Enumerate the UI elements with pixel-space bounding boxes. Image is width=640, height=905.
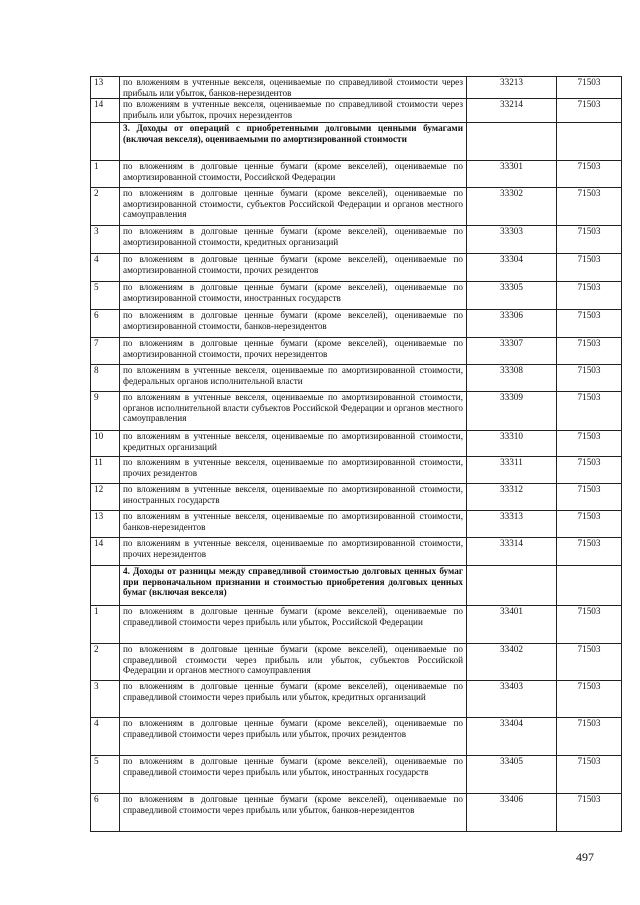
symbol-code: 71503 xyxy=(557,161,622,188)
table-row xyxy=(91,606,622,644)
account-code: 33306 xyxy=(467,310,557,338)
symbol-code: 71503 xyxy=(557,457,622,484)
row-number: 6 xyxy=(91,310,120,338)
table-row xyxy=(91,282,622,310)
row-description: по вложениям в учтенные векселя, оцениваемые по амортизированной стоимости, иностранных государств xyxy=(120,484,467,511)
account-code: 33311 xyxy=(467,457,557,484)
row-description: по вложениям в долговые ценные бумаги (кроме векселей), оцениваемые по справедливой стоимости через прибыль или убыток, Российской Федерации xyxy=(120,606,467,644)
row-description: по вложениям в учтенные векселя, оцениваемые по справедливой стоимости через прибыль или убыток, банков-нерезидентов xyxy=(120,77,467,99)
table-row xyxy=(91,644,622,681)
accounts-table-body xyxy=(91,77,622,832)
table-row xyxy=(91,338,622,365)
symbol-code xyxy=(557,123,622,161)
account-code: 33307 xyxy=(467,338,557,365)
account-code: 33401 xyxy=(467,606,557,644)
row-description: 4. Доходы от разницы между справедливой стоимостью долговых ценных бумаг при первоначальном признании и стоимостью приобретения долговых ценных бумаг (включая векселя) xyxy=(120,566,467,606)
symbol-code: 71503 xyxy=(557,484,622,511)
table-row xyxy=(91,457,622,484)
table-row xyxy=(91,99,622,123)
row-description: по вложениям в учтенные векселя, оцениваемые по амортизированной стоимости, федеральных органов исполнительной власти xyxy=(120,365,467,392)
symbol-code: 71503 xyxy=(557,188,622,226)
row-number: 5 xyxy=(91,282,120,310)
row-description: 3. Доходы от операций с приобретенными долговыми ценными бумагами (включая векселя), оцениваемыми по амортизированной стоимости xyxy=(120,123,467,161)
table-row xyxy=(91,161,622,188)
account-code: 33214 xyxy=(467,99,557,123)
symbol-code: 71503 xyxy=(557,77,622,99)
row-number: 13 xyxy=(91,511,120,538)
row-number: 3 xyxy=(91,681,120,718)
row-description: по вложениям в долговые ценные бумаги (кроме векселей), оцениваемые по справедливой стоимости через прибыль или убыток, банков-нерезидентов xyxy=(120,794,467,832)
account-code: 33403 xyxy=(467,681,557,718)
symbol-code: 71503 xyxy=(557,794,622,832)
page-number: 497 xyxy=(576,850,594,864)
row-description: по вложениям в учтенные векселя, оцениваемые по амортизированной стоимости, прочих резидентов xyxy=(120,457,467,484)
account-code xyxy=(467,566,557,606)
row-description: по вложениям в учтенные векселя, оцениваемые по амортизированной стоимости, банков-нерезидентов xyxy=(120,511,467,538)
account-code: 33303 xyxy=(467,226,557,254)
symbol-code: 71503 xyxy=(557,718,622,756)
table-row xyxy=(91,431,622,457)
row-description: по вложениям в долговые ценные бумаги (кроме векселей), оцениваемые по амортизированной стоимости, иностранных государств xyxy=(120,282,467,310)
account-code: 33313 xyxy=(467,511,557,538)
table-row xyxy=(91,77,622,99)
account-code: 33404 xyxy=(467,718,557,756)
row-number: 1 xyxy=(91,606,120,644)
row-description: по вложениям в долговые ценные бумаги (кроме векселей), оцениваемые по амортизированной стоимости, Российской Федерации xyxy=(120,161,467,188)
account-code: 33312 xyxy=(467,484,557,511)
symbol-code: 71503 xyxy=(557,681,622,718)
table-row xyxy=(91,718,622,756)
symbol-code: 71503 xyxy=(557,338,622,365)
table-row xyxy=(91,226,622,254)
row-description: по вложениям в учтенные векселя, оцениваемые по амортизированной стоимости, органов исполнительной власти субъектов Российской Федерации и органов местного самоуправления xyxy=(120,392,467,431)
account-code: 33305 xyxy=(467,282,557,310)
row-description: по вложениям в долговые ценные бумаги (кроме векселей), оцениваемые по справедливой стоимости через прибыль или убыток, кредитных организаций xyxy=(120,681,467,718)
row-description: по вложениям в учтенные векселя, оцениваемые по справедливой стоимости через прибыль или убыток, прочих нерезидентов xyxy=(120,99,467,123)
accounts-table xyxy=(90,76,622,832)
account-code: 33405 xyxy=(467,756,557,794)
section-header-row xyxy=(91,566,622,606)
row-number: 14 xyxy=(91,538,120,566)
symbol-code: 71503 xyxy=(557,511,622,538)
row-number: 7 xyxy=(91,338,120,365)
row-number xyxy=(91,566,120,606)
symbol-code: 71503 xyxy=(557,431,622,457)
row-number: 1 xyxy=(91,161,120,188)
symbol-code: 71503 xyxy=(557,392,622,431)
symbol-code: 71503 xyxy=(557,365,622,392)
row-description: по вложениям в учтенные векселя, оцениваемые по амортизированной стоимости, прочих нерезидентов xyxy=(120,538,467,566)
symbol-code: 71503 xyxy=(557,282,622,310)
symbol-code: 71503 xyxy=(557,644,622,681)
row-description: по вложениям в долговые ценные бумаги (кроме векселей), оцениваемые по амортизированной стоимости, прочих резидентов xyxy=(120,254,467,282)
row-number: 2 xyxy=(91,188,120,226)
row-description: по вложениям в учтенные векселя, оцениваемые по амортизированной стоимости, кредитных организаций xyxy=(120,431,467,457)
symbol-code: 71503 xyxy=(557,606,622,644)
table-row xyxy=(91,254,622,282)
table-row xyxy=(91,756,622,794)
table-row xyxy=(91,484,622,511)
table-row xyxy=(91,392,622,431)
table-row xyxy=(91,538,622,566)
row-number xyxy=(91,123,120,161)
symbol-code: 71503 xyxy=(557,310,622,338)
table-row xyxy=(91,681,622,718)
row-number: 14 xyxy=(91,99,120,123)
account-code: 33302 xyxy=(467,188,557,226)
row-number: 3 xyxy=(91,226,120,254)
symbol-code: 71503 xyxy=(557,756,622,794)
row-number: 4 xyxy=(91,718,120,756)
symbol-code: 71503 xyxy=(557,254,622,282)
row-description: по вложениям в долговые ценные бумаги (кроме векселей), оцениваемые по амортизированной стоимости, банков-нерезидентов xyxy=(120,310,467,338)
row-number: 2 xyxy=(91,644,120,681)
table-row xyxy=(91,511,622,538)
row-number: 6 xyxy=(91,794,120,832)
row-number: 4 xyxy=(91,254,120,282)
symbol-code xyxy=(557,566,622,606)
row-number: 5 xyxy=(91,756,120,794)
account-code: 33402 xyxy=(467,644,557,681)
row-number: 13 xyxy=(91,77,120,99)
account-code: 33213 xyxy=(467,77,557,99)
row-description: по вложениям в долговые ценные бумаги (кроме векселей), оцениваемые по амортизированной стоимости, кредитных организаций xyxy=(120,226,467,254)
table-row xyxy=(91,365,622,392)
account-code: 33314 xyxy=(467,538,557,566)
table-row xyxy=(91,794,622,832)
table-row xyxy=(91,188,622,226)
symbol-code: 71503 xyxy=(557,538,622,566)
account-code: 33304 xyxy=(467,254,557,282)
account-code: 33310 xyxy=(467,431,557,457)
account-code: 33309 xyxy=(467,392,557,431)
account-code: 33406 xyxy=(467,794,557,832)
row-number: 12 xyxy=(91,484,120,511)
row-description: по вложениям в долговые ценные бумаги (кроме векселей), оцениваемые по справедливой стоимости через прибыль или убыток, прочих резидентов xyxy=(120,718,467,756)
row-description: по вложениям в долговые ценные бумаги (кроме векселей), оцениваемые по амортизированной стоимости, субъектов Российской Федерации и органов местного самоуправления xyxy=(120,188,467,226)
account-code: 33308 xyxy=(467,365,557,392)
account-code xyxy=(467,123,557,161)
row-number: 9 xyxy=(91,392,120,431)
row-description: по вложениям в долговые ценные бумаги (кроме векселей), оцениваемые по справедливой стоимости через прибыль или убыток, субъектов Российской Федерации и органов местного самоуправления xyxy=(120,644,467,681)
account-code: 33301 xyxy=(467,161,557,188)
row-number: 8 xyxy=(91,365,120,392)
row-description: по вложениям в долговые ценные бумаги (кроме векселей), оцениваемые по справедливой стоимости через прибыль или убыток, иностранных государств xyxy=(120,756,467,794)
row-description: по вложениям в долговые ценные бумаги (кроме векселей), оцениваемые по амортизированной стоимости, прочих нерезидентов xyxy=(120,338,467,365)
row-number: 11 xyxy=(91,457,120,484)
symbol-code: 71503 xyxy=(557,99,622,123)
symbol-code: 71503 xyxy=(557,226,622,254)
table-row xyxy=(91,310,622,338)
section-header-row xyxy=(91,123,622,161)
row-number: 10 xyxy=(91,431,120,457)
